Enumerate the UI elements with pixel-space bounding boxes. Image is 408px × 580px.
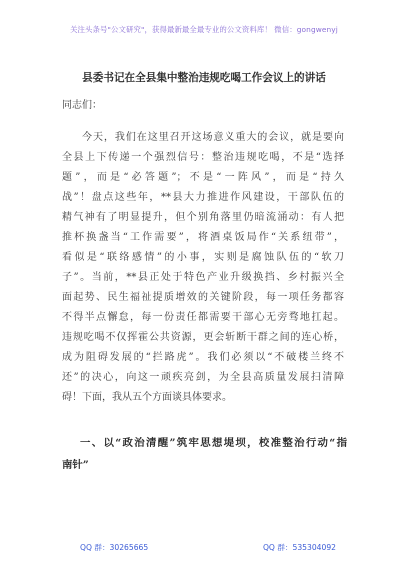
paragraph-line: 面起势、民生福祉提质增效的关键阶段，每一项任务都容 [62, 292, 344, 303]
footer [80, 542, 336, 553]
paragraph-line: 今天，我们在这里召开这场意义重大的会议，就是要向 [82, 132, 344, 143]
paragraph-line: 不得半点懈怠，每一份责任都需要干部心无旁骛地扛起。 [62, 312, 344, 323]
section-heading [62, 432, 347, 476]
paragraph-line: 题”，而是“必答题”；不是“一阵风”，而是“持久 [62, 172, 344, 183]
footer-qq-group-left: QQ 群：30265665 [80, 543, 149, 552]
header-banner: 关注头条号"公文研究"，获得最新最全最专业的公文资料库！ 微信：gongwenyj [70, 25, 338, 34]
paragraph-line: 成为阻碍发展的“拦路虎”。我们必须以“不破楼兰终不 [62, 352, 344, 363]
paragraph-line: 战”！盘点这些年，**县大力推进作风建设，干部队伍的 [62, 192, 344, 203]
salutation: 同志们： [62, 100, 102, 111]
paragraph-line: 违规吃喝不仅挥霍公共资源，更会斩断干群之间的连心桥， [62, 332, 344, 343]
footer-qq-group-right: QQ 群：535304092 [262, 543, 336, 552]
document-title: 县委书记在全县集中整治违规吃喝工作会议上的讲话 [82, 72, 326, 84]
paragraph-line: 全县上下传递一个强烈信号：整治违规吃喝，不是“选择 [62, 152, 344, 163]
paragraph-line: 碍！下面，我从五个方面谈具体要求。 [62, 392, 232, 403]
paragraph-line: 看似是“联络感情”的小事，实则是腐蚀队伍的“软刀 [62, 252, 344, 263]
section-heading-line: 一、以“政治清醒”筑牢思想堤坝，校准整治行动“指 [80, 437, 347, 449]
paragraph-line: 还”的决心，向这一顽疾亮剑，为全县高质量发展扫清障 [62, 372, 344, 383]
paragraph-line: 子”。当前，**县正处于特色产业升级换挡、乡村振兴全 [62, 272, 344, 283]
section-heading-line: 南针” [62, 459, 89, 471]
paragraph-line: 推杯换盏当“工作需要”，将酒桌饭局作“关系纽带”， [62, 232, 344, 243]
paragraph-line: 精气神有了明显提升，但个别角落里仍暗流涌动：有人把 [62, 212, 344, 223]
body-paragraph [62, 128, 344, 408]
